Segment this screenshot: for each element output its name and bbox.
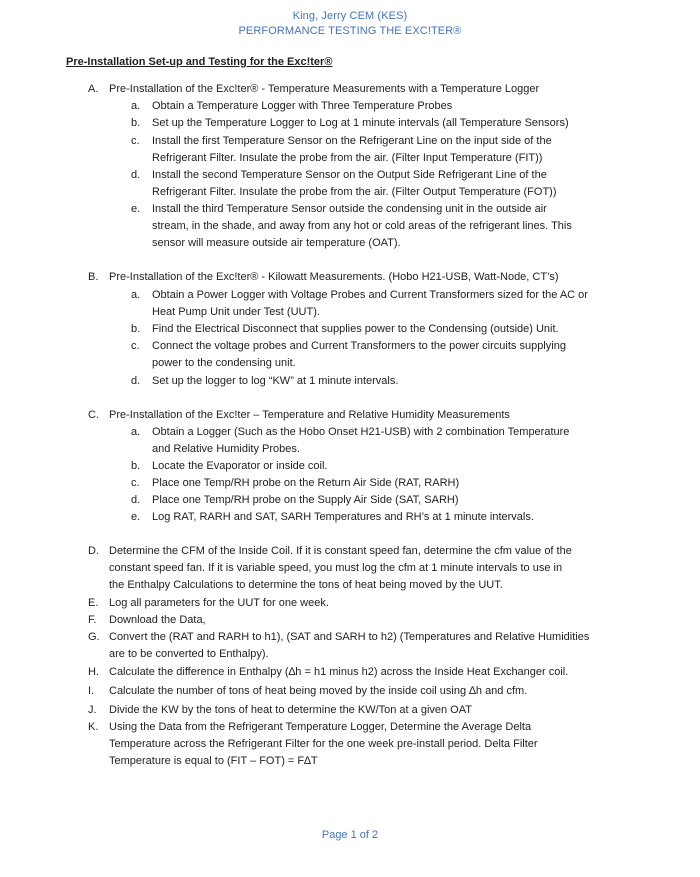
list-item-text: Place one Temp/RH probe on the Supply Air Side (SAT, SARH) — [152, 494, 459, 506]
list-item-text: Connect the voltage probes and Current Transformers to the power circuits supplying — [152, 340, 566, 352]
list-item-marker: c. — [131, 340, 140, 352]
list-item-marker: d. — [131, 494, 141, 506]
step-marker: D. — [88, 545, 99, 557]
list-item-text: power to the condensing unit. — [152, 357, 296, 369]
list-item-marker: c. — [131, 135, 140, 147]
list-item-marker: d. — [131, 169, 141, 181]
list-item-text: Heat Pump Unit under Test (UUT). — [152, 306, 320, 318]
step-marker: K. — [88, 721, 99, 733]
step-text: Using the Data from the Refrigerant Temperature Logger, Determine the Average Delta — [109, 721, 532, 733]
list-item-marker: a. — [131, 426, 141, 438]
step-text: Calculate the difference in Enthalpy (∆h = h1 minus h2) across the Inside Heat Exchanger coil. — [109, 666, 569, 678]
step-text: Convert the (RAT and RARH to h1), (SAT and SARH to h2) (Temperatures and Relative Humidities — [109, 631, 590, 643]
list-item-marker: d. — [131, 375, 141, 387]
step-text: Determine the CFM of the Inside Coil. If it is constant speed fan, determine the cfm value of the — [109, 545, 572, 557]
header-doc-title: PERFORMANCE TESTING THE EXC!TER® — [238, 25, 462, 37]
step-marker: I. — [88, 685, 95, 697]
list-item-text: Obtain a Power Logger with Voltage Probes and Current Transformers sized for the AC or — [152, 289, 588, 301]
list-item-text: Install the third Temperature Sensor outside the condensing unit in the outside air — [152, 203, 547, 215]
list-item-text: Place one Temp/RH probe on the Return Air Side (RAT, RARH) — [152, 477, 460, 489]
page-number: Page 1 of 2 — [321, 829, 379, 841]
list-item-text: and Relative Humidity Probes. — [152, 443, 300, 455]
list-item-text: Install the second Temperature Sensor on the Output Side Refrigerant Line of the — [152, 169, 547, 181]
step-text: are to be converted to Enthalpy). — [109, 648, 269, 660]
list-item-marker: b. — [131, 323, 141, 335]
list-item-text: Set up the Temperature Logger to Log at 1 minute intervals (all Temperature Sensors) — [152, 117, 569, 129]
section-title: Pre-Installation Set-up and Testing for the Exc!ter® — [66, 56, 333, 68]
header-author: King, Jerry CEM (KES) — [292, 10, 408, 22]
section-b-heading: Pre-Installation of the Exc!ter® - Kilowatt Measurements. (Hobo H21-USB, Watt-Node, CT’s) — [109, 271, 559, 283]
list-item-text: Find the Electrical Disconnect that supplies power to the Condensing (outside) Unit. — [152, 323, 559, 335]
list-item-marker: b. — [131, 117, 141, 129]
list-item-marker: a. — [131, 100, 141, 112]
step-text: Divide the KW by the tons of heat to determine the KW/Ton at a given OAT — [109, 704, 472, 716]
section-c-marker: C. — [88, 409, 99, 421]
list-item-text: stream, in the shade, and away from any hot or cold areas of the refrigerant lines. This — [152, 220, 572, 232]
list-item-text: Set up the logger to log “KW” at 1 minute intervals. — [152, 375, 399, 387]
list-item-text: Refrigerant Filter. Insulate the probe from the air. (Filter Input Temperature (FIT)) — [152, 152, 543, 164]
step-marker: E. — [88, 597, 99, 609]
list-item-marker: e. — [131, 511, 141, 523]
list-item-text: Obtain a Logger (Such as the Hobo Onset H21-USB) with 2 combination Temperature — [152, 426, 570, 438]
step-text: Temperature is equal to (FIT – FOT) = F∆T — [109, 755, 318, 767]
list-item-text: Install the first Temperature Sensor on the Refrigerant Line on the input side of the — [152, 135, 552, 147]
list-item-text: sensor will measure outside air temperature (OAT). — [152, 237, 401, 249]
section-b-marker: B. — [88, 271, 99, 283]
step-marker: H. — [88, 666, 99, 678]
step-marker: G. — [88, 631, 100, 643]
list-item-marker: a. — [131, 289, 141, 301]
step-marker: F. — [88, 614, 97, 626]
list-item-text: Log RAT, RARH and SAT, SARH Temperatures and RH’s at 1 minute intervals. — [152, 511, 534, 523]
section-a-marker: A. — [88, 83, 99, 95]
section-a-heading: Pre-Installation of the Exc!ter® - Temperature Measurements with a Temperature Logger — [109, 83, 540, 95]
step-text: Calculate the number of tons of heat being moved by the inside coil using ∆h and cfm. — [109, 685, 528, 697]
list-item-text: Obtain a Temperature Logger with Three Temperature Probes — [152, 100, 453, 112]
section-c-heading: Pre-Installation of the Exc!ter – Temperature and Relative Humidity Measurements — [109, 409, 510, 421]
list-item-text: Refrigerant Filter. Insulate the probe from the air. (Filter Output Temperature (FOT)) — [152, 186, 557, 198]
list-item-text: Locate the Evaporator or inside coil. — [152, 460, 328, 472]
list-item-marker: e. — [131, 203, 141, 215]
step-marker: J. — [88, 704, 97, 716]
step-text: Download the Data, — [109, 614, 206, 626]
step-text: Temperature across the Refrigerant Filter for the one week pre-install period. Delta Filter — [109, 738, 538, 750]
list-item-marker: c. — [131, 477, 140, 489]
list-item-marker: b. — [131, 460, 141, 472]
step-text: Log all parameters for the UUT for one week. — [109, 597, 329, 609]
step-text: the Enthalpy Calculations to determine the tons of heat being moved by the UUT. — [109, 579, 503, 591]
step-text: constant speed fan. If it is variable speed, you must log the cfm at 1 minute intervals to use in — [109, 562, 563, 574]
